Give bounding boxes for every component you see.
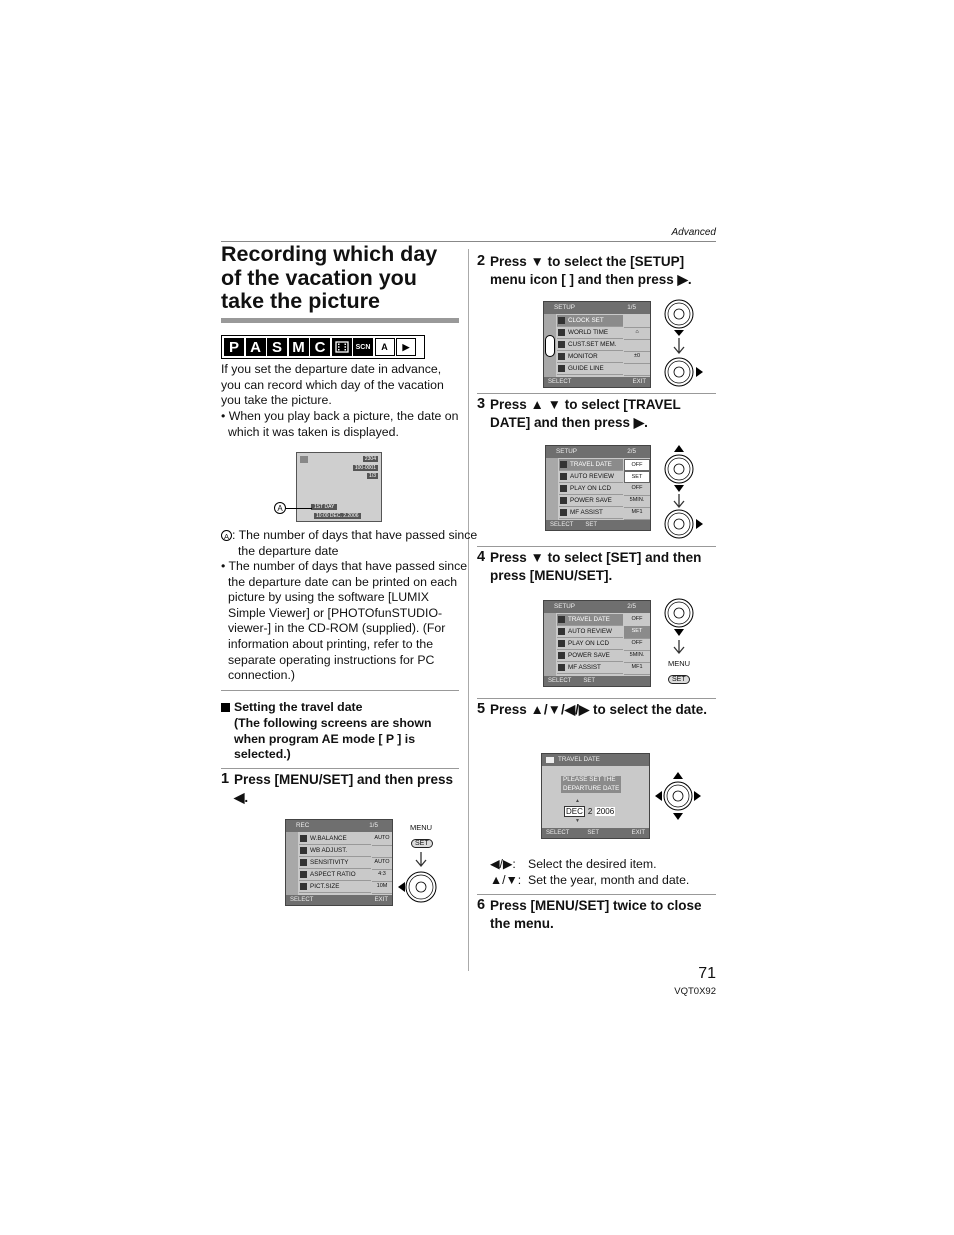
setup2-footer (546, 520, 650, 530)
step-5-note-1 (490, 857, 720, 873)
travel-prompt-line-2: DEPARTURE DATE (563, 784, 620, 792)
step-6 (477, 897, 717, 932)
travel-select-hint: SELECT (546, 830, 570, 836)
setup3-row-value: OFF (624, 614, 650, 627)
setup3-row-label: POWER SAVE (568, 652, 610, 659)
step-3-number: 3 (477, 396, 486, 412)
step-5-notes (490, 857, 720, 888)
menu-tab-column (286, 832, 298, 895)
menu-label-4: MENU (667, 659, 691, 668)
lcd-icon (560, 485, 567, 492)
travel-prompt (561, 776, 621, 793)
step-5-text: Press ▲/▼/◀/▶ to select the date. (490, 702, 708, 717)
step-2 (477, 253, 717, 288)
divider-2 (221, 768, 459, 769)
setup2-row-label: TRAVEL DATE (570, 461, 612, 468)
suitcase-icon (546, 757, 554, 763)
setup2-row-label: PLAY ON LCD (570, 485, 612, 492)
callout-a-note (221, 528, 478, 559)
travel-date-footer (542, 828, 649, 838)
power-save-icon (560, 497, 567, 504)
setup2-row-label: MF ASSIST (570, 509, 603, 516)
day-field[interactable]: 2 (587, 807, 593, 816)
menu-set-button-4[interactable] (668, 668, 690, 686)
wb-adjust-icon (300, 847, 307, 854)
setup3-row-label: TRAVEL DATE (568, 616, 610, 623)
setup-menu-screen-3 (543, 600, 651, 687)
setup2-page: 2/5 (627, 448, 636, 455)
notes-bullet: • The number of days that have passed since the departure date can be printed on each picture by using the software [LUMIX Simple Viewer] or [PHOTOfunSTUDIO-viewer-] in the CD-ROM (supplied). (For information about printing, refer to the separate operating instructions for PC connection.) (221, 559, 468, 683)
year-field[interactable]: 2006 (596, 807, 615, 816)
setup3-row-label: PLAY ON LCD (568, 640, 610, 647)
setup2-set-hint: SET (585, 522, 598, 528)
setup3-row-value: OFF (624, 638, 650, 651)
mode-c-icon: C (310, 338, 330, 356)
page-title: Recording which day of the vacation you take the picture (221, 242, 438, 313)
pict-size-icon (300, 883, 307, 890)
record-date: 10:00 DEC. 2.2006 (316, 513, 359, 519)
mode-m-icon: M (289, 338, 309, 356)
step-5-note-2 (490, 873, 720, 889)
step-5-note-keys: ◀/▶: (490, 857, 516, 871)
mode-scn-icon: SCN (353, 338, 373, 356)
column-divider (468, 249, 469, 971)
setup3-row-label: MF ASSIST (568, 664, 601, 671)
setup1-exit-hint: EXIT (632, 379, 646, 385)
setup2-row-value: OFF (624, 483, 650, 496)
rec-row-value: AUTO (372, 833, 392, 846)
setup3-title: SETUP (554, 603, 575, 610)
step-4 (477, 549, 717, 584)
subsection-heading (221, 700, 461, 716)
travel-icon (558, 616, 565, 623)
setup3-row-value: MF1 (624, 662, 650, 675)
intro-bullet: • When you play back a picture, the date on which it was taken is displayed. (221, 409, 459, 439)
wb-icon (300, 835, 307, 842)
setup3-titlebar (544, 601, 650, 613)
rec-row-label: PICT.SIZE (310, 883, 340, 890)
dpad-down-icon[interactable] (663, 299, 697, 331)
monitor-icon (558, 353, 565, 360)
notes-bullet-text: The number of days that have passed since the departure date can be printed on each picture by using the software [LUMIX Simple Viewer] or [PHOTOfunSTUDIO-viewer-] in the CD-ROM (supplied). (For information about printing, refer to the separate operating instructions for PC connection.) (228, 559, 468, 683)
dpad-left-icon[interactable] (396, 870, 438, 904)
setup2-row-label: POWER SAVE (570, 497, 612, 504)
callout-line (286, 508, 312, 509)
lcd-icon (558, 640, 565, 647)
setup1-titlebar (544, 302, 650, 314)
setup3-footer (544, 676, 650, 686)
step-1-number: 1 (221, 771, 230, 787)
rec-row-value: 4:3 (372, 869, 392, 882)
step-6-number: 6 (477, 897, 486, 913)
mode-playback-icon: ▶ (396, 338, 416, 356)
rec-menu-screen (285, 819, 393, 906)
setup1-row-label: CUST.SET MEM. (568, 341, 617, 348)
menu-tab-column (546, 458, 558, 520)
setup1-page: 1/5 (627, 304, 636, 311)
mode-auto-icon: A (375, 338, 395, 356)
subsection-note: (The following screens are shown when program AE mode [ P ] is selected.) (234, 715, 432, 762)
travel-day-label: 1ST DAY (311, 504, 337, 510)
setup2-select-hint: SELECT (550, 522, 574, 528)
mf-assist-icon (558, 664, 565, 671)
playback-mode-icon (300, 456, 308, 463)
divider-5 (477, 698, 716, 699)
frame-counter: 1/3 (369, 473, 376, 479)
down-caret-icon: ▼ (575, 818, 580, 824)
menu-label-1: MENU (409, 823, 433, 832)
step-5-note-text: Set the year, month and date. (528, 872, 690, 887)
divider-6 (477, 894, 716, 895)
setup1-footer (544, 377, 650, 387)
setup1-row-label: GUIDE LINE (568, 365, 604, 372)
setup3-row-value: SET (624, 626, 650, 639)
step-4-number: 4 (477, 549, 486, 565)
setup1-row-label: MONITOR (568, 353, 598, 360)
setup1-row-label: WORLD TIME (568, 329, 609, 336)
step-1 (221, 771, 461, 806)
divider-1 (221, 690, 459, 691)
rec-row-value (372, 845, 392, 858)
menu-tab-column (544, 613, 556, 676)
travel-date-screen (541, 753, 650, 839)
dpad-down-icon[interactable] (663, 597, 697, 637)
step-1-text: Press [MENU/SET] and then press ◀. (234, 772, 454, 805)
step-5 (477, 701, 717, 719)
setup2-row-value: 5MIN. (624, 495, 650, 508)
title-bar (221, 318, 459, 323)
setup2-row-value: MF1 (624, 507, 650, 520)
travel-exit-hint: EXIT (631, 830, 645, 836)
setup2-row-value: SET (624, 471, 650, 483)
subsection-heading-text: Setting the travel date (234, 700, 363, 714)
setup-menu-screen-2 (545, 445, 651, 531)
set-pill: SET (668, 675, 690, 684)
iso-icon (300, 859, 307, 866)
rec-menu-titlebar (286, 820, 392, 832)
setup3-set-hint: SET (583, 678, 596, 684)
setup1-title: SETUP (554, 304, 575, 311)
setup1-select-hint: SELECT (548, 379, 572, 385)
subsection (221, 700, 461, 763)
review-icon (558, 628, 565, 635)
rec-menu-title: REC (296, 822, 310, 829)
mode-movie-icon (332, 338, 352, 356)
setup1-row-value (624, 315, 650, 328)
down-arrow-icon (414, 852, 428, 868)
mf-assist-icon (560, 509, 567, 516)
callout-a-marker: A (274, 502, 286, 514)
down-arrow-icon (672, 640, 686, 654)
up-caret-icon: ▲ (575, 798, 580, 804)
step-3 (477, 396, 717, 431)
section-tag: Advanced (671, 227, 716, 238)
rec-row-label: W.BALANCE (310, 835, 347, 842)
mode-icons (221, 335, 425, 359)
guide-line-icon (558, 365, 565, 372)
divider-3 (477, 393, 716, 394)
setup1-row-value (624, 363, 650, 376)
set-pill: SET (411, 839, 433, 848)
step-5-note-keys: ▲/▼: (490, 872, 522, 887)
aspect-icon (300, 871, 307, 878)
down-arrow-icon (672, 494, 686, 508)
model-code: VQT0X92 (674, 986, 716, 997)
globe-icon (558, 329, 565, 336)
setup3-row-label: AUTO REVIEW (568, 628, 612, 635)
setup1-row-value: ±0 (624, 351, 650, 364)
rec-row-label: WB ADJUST. (310, 847, 348, 854)
down-arrow-icon (672, 330, 686, 356)
setup3-page: 2/5 (627, 603, 636, 610)
dpad-right-icon[interactable] (663, 508, 705, 540)
rec-menu-footer (286, 895, 392, 905)
callout-a-symbol: A (221, 530, 232, 541)
travel-date-titlebar (542, 754, 649, 766)
setup3-row-value: 5MIN. (624, 650, 650, 663)
mode-a-icon: A (246, 338, 266, 356)
square-bullet-icon (221, 703, 230, 712)
page-number: 71 (698, 965, 716, 982)
playback-preview-screen (296, 452, 382, 522)
setup1-row-label: CLOCK SET (568, 317, 604, 324)
travel-icon (560, 461, 567, 468)
setup-tab-icon[interactable] (545, 335, 555, 357)
picture-size: 2304 (364, 456, 376, 462)
divider-4 (477, 546, 716, 547)
callout-a-text: : The number of days that have passed since the departure date (232, 528, 478, 558)
mode-s-icon: S (267, 338, 287, 356)
step-4-text: Press ▼ to select [SET] and then press [MENU/SET]. (490, 550, 702, 583)
file-counter: 100-0001 (354, 465, 376, 471)
rec-row-value: AUTO (372, 857, 392, 870)
intro-paragraph: If you set the departure date in advance, you can record which day of the vacation you take the picture. (221, 362, 444, 408)
step-6-text: Press [MENU/SET] twice to close the menu. (490, 898, 702, 931)
setup-menu-screen-1 (543, 301, 651, 388)
month-field[interactable]: DEC (566, 807, 583, 816)
setup2-row-value: OFF (624, 459, 650, 471)
setup2-row-label: AUTO REVIEW (570, 473, 614, 480)
travel-set-hint: SET (587, 830, 600, 836)
step-3-text: Press ▲ ▼ to select [TRAVEL DATE] and then press ▶. (490, 397, 681, 430)
menu-set-button-1[interactable] (411, 832, 433, 850)
date-fields (564, 806, 615, 817)
step-5-note-text: Select the desired item. (528, 857, 657, 871)
travel-date-title: TRAVEL DATE (558, 756, 600, 763)
step-2-number: 2 (477, 253, 486, 269)
setup1-row-value: ⌂ (624, 327, 650, 340)
setup2-title: SETUP (556, 448, 577, 455)
setup1-row-value (624, 339, 650, 352)
travel-prompt-line-1: PLEASE SET THE (563, 776, 616, 783)
clock-icon (558, 317, 565, 324)
custom-set-icon (558, 341, 565, 348)
rec-row-label: ASPECT RATIO (310, 871, 356, 878)
rec-select-hint: SELECT (290, 897, 314, 903)
step-5-number: 5 (477, 701, 486, 717)
intro-bullet-text: When you play back a picture, the date on which it was taken is displayed. (228, 409, 459, 439)
rec-row-label: SENSITIVITY (310, 859, 349, 866)
step-2-text: Press ▼ to select the [SETUP] menu icon [ ] and then press ▶. (490, 254, 692, 287)
rec-row-value: 10M (372, 881, 392, 894)
dpad-up-down-icon[interactable] (663, 443, 697, 493)
dpad-four-way-icon[interactable] (653, 770, 703, 822)
rec-menu-page: 1/5 (369, 822, 378, 829)
review-icon (560, 473, 567, 480)
setup3-select-hint: SELECT (548, 678, 572, 684)
power-save-icon (558, 652, 565, 659)
mode-p-icon: P (224, 338, 244, 356)
rec-exit-hint: EXIT (374, 897, 388, 903)
dpad-right-icon[interactable] (663, 356, 705, 388)
setup2-titlebar (546, 446, 650, 458)
